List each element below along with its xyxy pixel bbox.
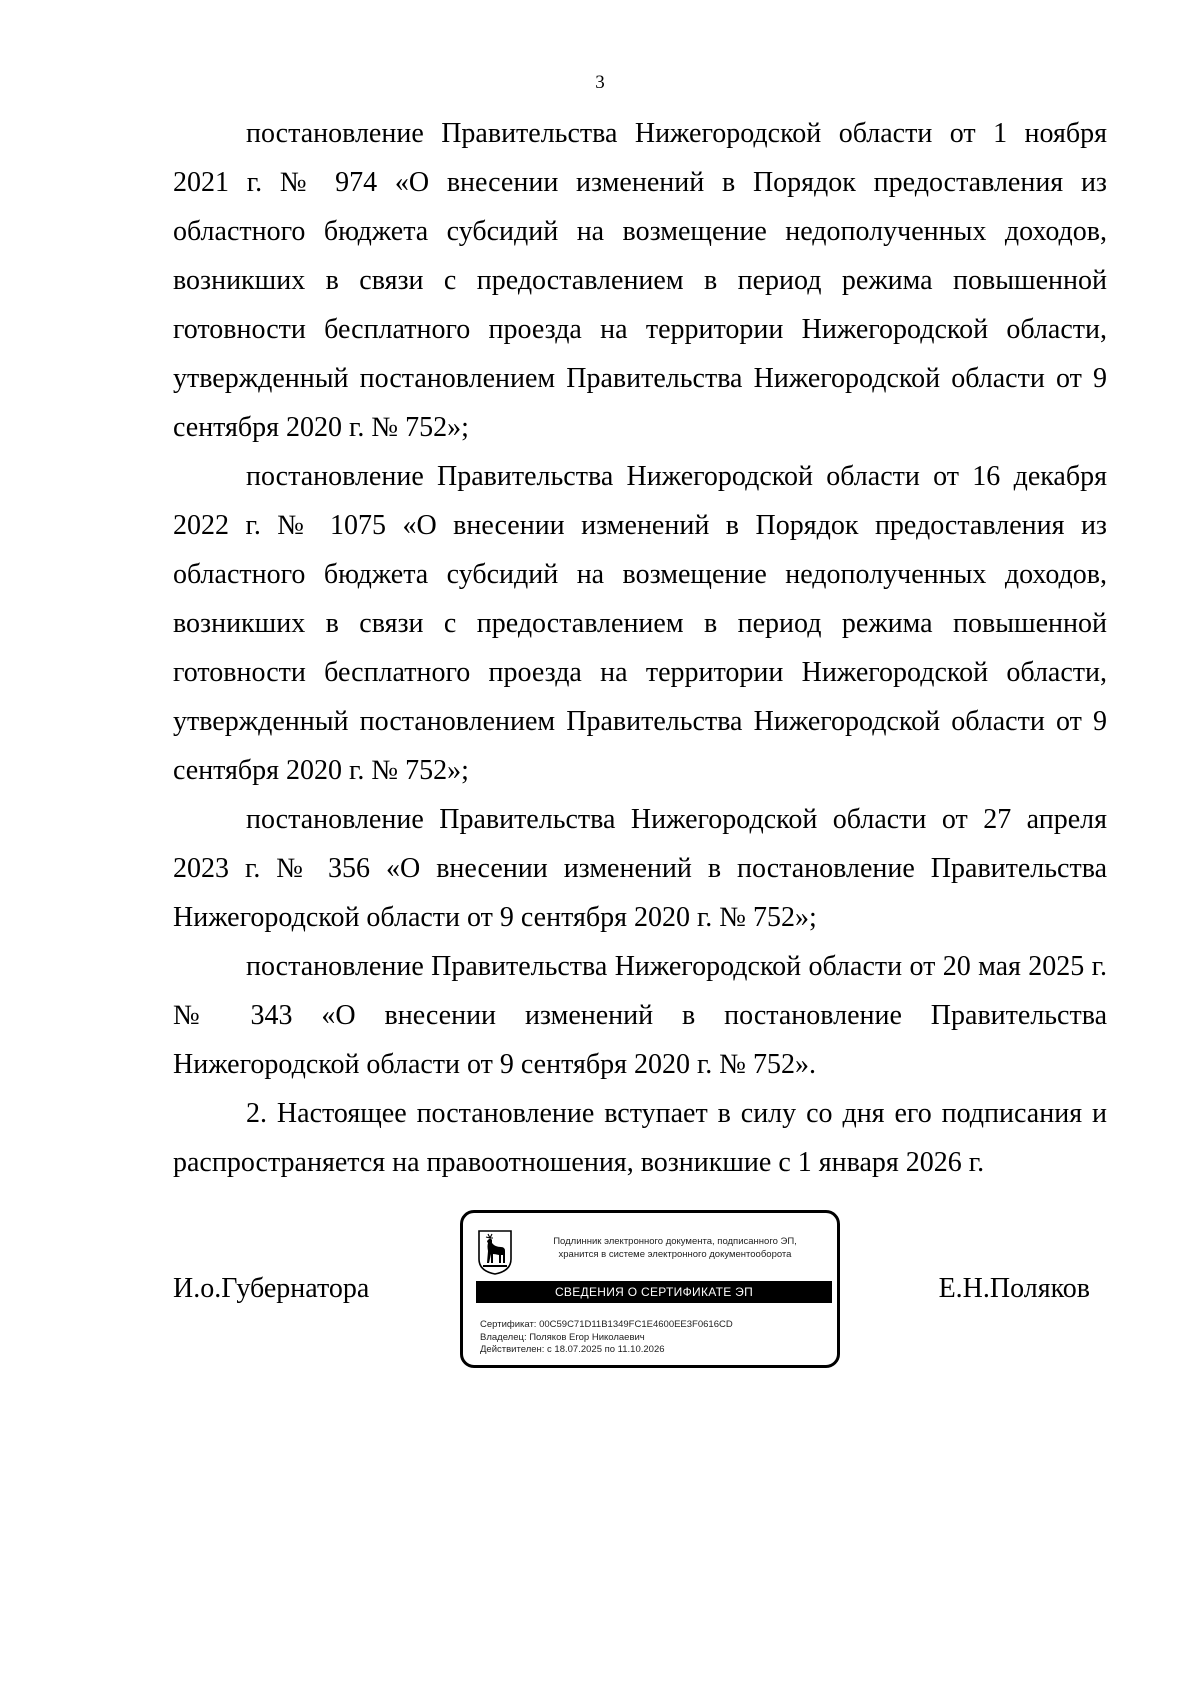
paragraph-effective-date: 2. Настоящее постановление вступает в силу со дня его подписания и распространяется на правоотношения, возникшие с 1 января 2026 г. bbox=[173, 1098, 1107, 1178]
deer-emblem-icon bbox=[477, 1229, 513, 1275]
paragraph-resolution-343: постановление Правительства Нижегородской области от 20 мая 2025 г. № 343 «О внесении изменений в постановление Правительства Нижегородской области от 9 сентября 2020 г. № 752». bbox=[173, 951, 1107, 1080]
paragraph-resolution-1075: постановление Правительства Нижегородской области от 16 декабря 2022 г. № 1075 «О внесении изменений в Порядок предоставления из областного бюджета субсидий на возмещение недополученных доходов, возникших в связи с предоставлением в период режима повышенной готовности бесплатного проезда на территории Нижегородской области, утвержденный постановлением Правительства Нижегородской области от 9 сентября 2020 г. № 752»; bbox=[173, 461, 1107, 786]
paragraph-resolution-356: постановление Правительства Нижегородской области от 27 апреля 2023 г. № 356 «О внесении изменений в постановление Правительства Нижегородской области от 9 сентября 2020 г. № 752»; bbox=[173, 804, 1107, 933]
stamp-caption bbox=[523, 1235, 827, 1261]
certificate-number: Сертификат: 00C59C71D11B1349FC1E4600EE3F0616CD bbox=[480, 1319, 733, 1330]
certificate-owner: Владелец: Поляков Егор Николаевич bbox=[480, 1331, 645, 1343]
stamp-caption-line: хранится в системе электронного документооборота bbox=[558, 1249, 792, 1260]
document-body bbox=[173, 109, 1107, 1187]
paragraph-resolution-974: постановление Правительства Нижегородской области от 1 ноября 2021 г. № 974 «О внесении изменений в Порядок предоставления из областного бюджета субсидий на возмещение недополученных доходов, возникших в связи с предоставлением в период режима повышенной готовности бесплатного проезда на территории Нижегородской области, утвержденный постановлением Правительства Нижегородской области от 9 сентября 2020 г. № 752»; bbox=[173, 118, 1107, 443]
certificate-details bbox=[480, 1319, 830, 1357]
stamp-caption-line: Подлинник электронного документа, подписанного ЭП, bbox=[553, 1236, 797, 1247]
certificate-validity: Действителен: с 18.07.2025 по 11.10.2026 bbox=[480, 1344, 665, 1355]
electronic-signature-stamp bbox=[460, 1210, 840, 1368]
page-number: 3 bbox=[595, 72, 605, 93]
signatory-name: Е.Н.Поляков bbox=[938, 1273, 1090, 1304]
stamp-banner: СВЕДЕНИЯ О СЕРТИФИКАТЕ ЭП bbox=[476, 1281, 832, 1303]
signatory-position: И.о.Губернатора bbox=[173, 1273, 370, 1304]
